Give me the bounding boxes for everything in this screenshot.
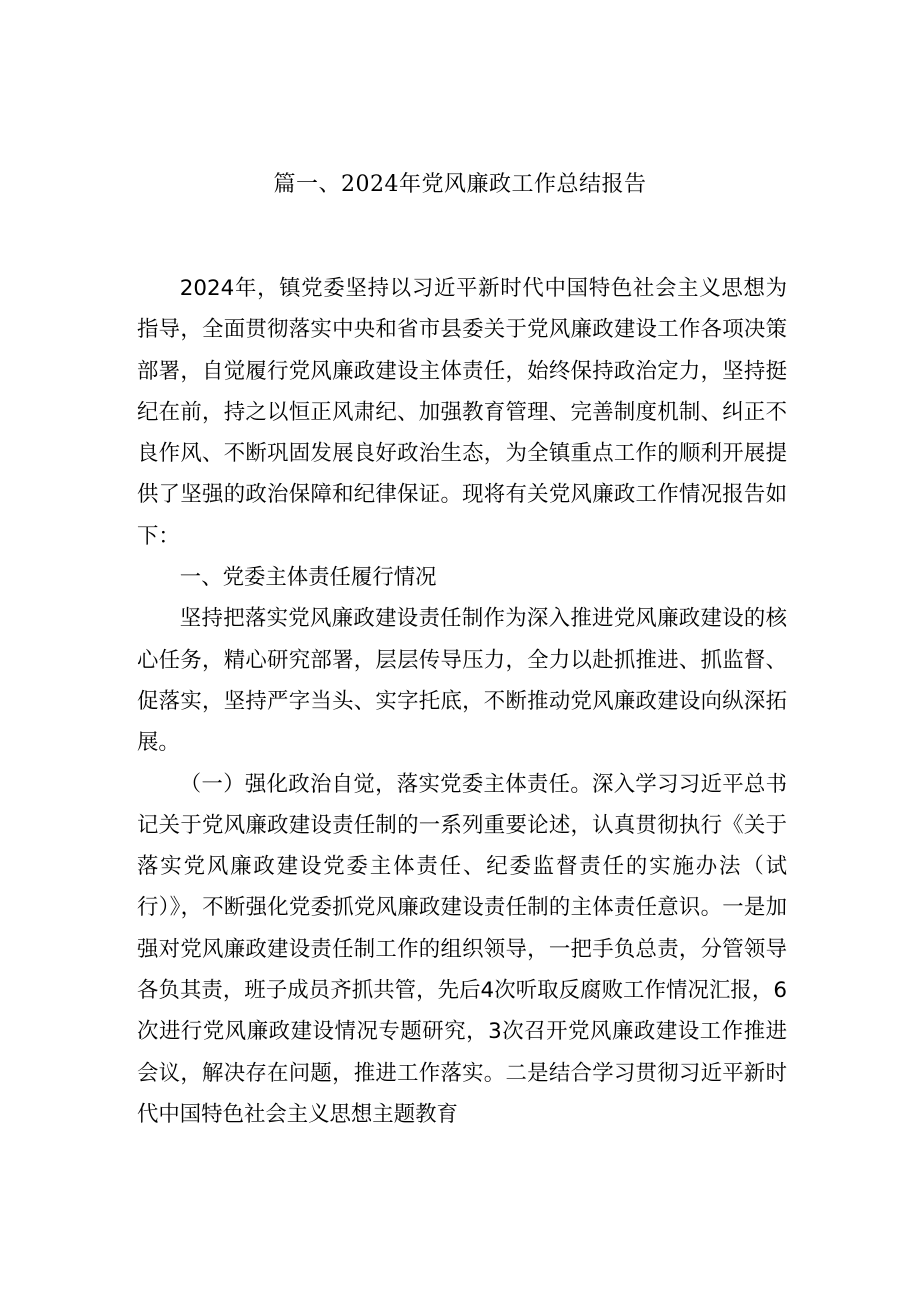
section-heading-1: 一、党委主体责任履行情况 (179, 565, 437, 591)
document-body (137, 268, 787, 1135)
paragraph-section-1: 坚持把落实党风廉政建设责任制作为深入推进党风廉政建设的核心任务，精心研究部署，层层传导压力，全力以赴抓推进、抓监督、促落实，坚持严字当头、实字托底，不断推动党风廉政建设向纵深拓展。 (137, 606, 787, 756)
paragraph-intro: 2024年，镇党委坚持以习近平新时代中国特色社会主义思想为指导，全面贯彻落实中央和省市县委关于党风廉政建设工作各项决策部署，自觉履行党风廉政建设主体责任，始终保持政治定力，坚持挺纪在前，持之以恒正风肃纪、加强教育管理、完善制度机制、纠正不良作风、不断巩固发展良好政治生态，为全镇重点工作的顺利开展提供了坚强的政治保障和纪律保证。现将有关党风廉政工作情况报告如下： (137, 276, 787, 549)
paragraph-subsection-1: （一）强化政治自觉，落实党委主体责任。深入学习习近平总书记关于党风廉政建设责任制的一系列重要论述，认真贯彻执行《关于落实党风廉政建设党委主体责任、纪委监督责任的实施办法（试行）》，不断强化党委抓党风廉政建设责任制的主体责任意识。一是加强对党风廉政建设责任制工作的组织领导，一把手负总责，分管领导各负其责，班子成员齐抓共管，先后4次听取反腐败工作情况汇报，6次进行党风廉政建设情况专题研究，3次召开党风廉政建设工作推进会议，解决存在问题，推进工作落实。二是结合学习贯彻习近平新时代中国特色社会主义思想主题教育 (137, 771, 787, 1127)
document-title: 篇一、2024年党风廉政工作总结报告 (273, 172, 647, 197)
